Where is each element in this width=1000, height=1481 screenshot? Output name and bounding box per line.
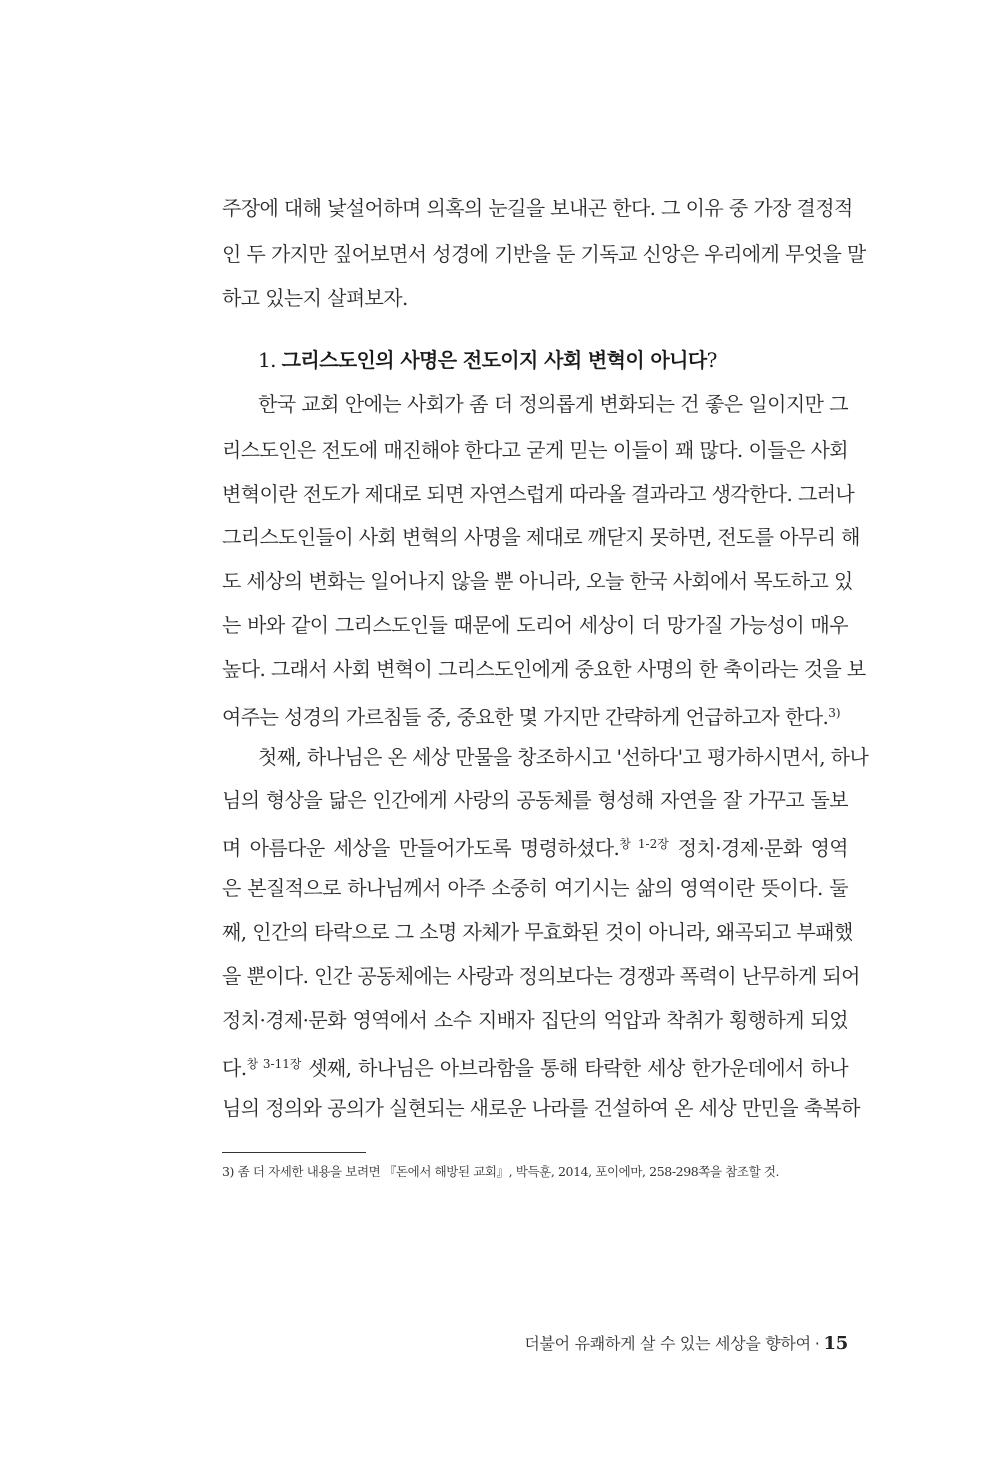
text-line: 도 세상의 변화는 일어나지 않을 뿐 아니라, 오늘 한국 사회에서 목도하고 있 — [222, 569, 853, 593]
text-line: 은 본질적으로 하나님께서 아주 소중히 여기시는 삶의 영역이란 뜻이다. 둘 — [222, 876, 848, 900]
text-line — [222, 1049, 848, 1079]
scripture-reference: 창 1-2장 — [619, 837, 669, 851]
running-footer — [524, 1333, 848, 1355]
text-line: 인 두 가지만 짚어보면서 성경에 기반을 둔 기독교 신앙은 우리에게 무엇을 말 — [222, 242, 866, 266]
text-line-content: 다. — [222, 1056, 247, 1080]
text-line: 을 뿐이다. 인간 공동체에는 사랑과 정의보다는 경쟁과 폭력이 난무하게 되어 — [222, 964, 860, 988]
footnote-reference: 3) — [828, 706, 841, 720]
text-line: 째, 인간의 타락으로 그 소명 자체가 무효화된 것이 아니라, 왜곡되고 부패했 — [222, 920, 853, 944]
text-line: 정치·경제·문화 영역에서 소수 지배자 집단의 억압과 착취가 횡행하게 되었 — [222, 1008, 848, 1032]
text-line: 리스도인은 전도에 매진해야 한다고 굳게 믿는 이들이 꽤 많다. 이들은 사회 — [222, 438, 848, 462]
text-line: 주장에 대해 낯설어하며 의혹의 눈길을 보내곤 한다. 그 이유 중 가장 결정적 — [222, 196, 853, 220]
scripture-reference: 창 3-11장 — [246, 1057, 302, 1071]
text-line: 그리스도인들이 사회 변혁의 사명을 제대로 깨닫지 못하면, 전도를 아무리 해 — [222, 525, 860, 549]
text-line-content: 여주는 성경의 가르침들 중, 중요한 몇 가지만 간략하게 언급하고자 한다. — [222, 705, 829, 729]
section-question-mark: ? — [706, 348, 717, 372]
text-line: 높다. 그래서 사회 변혁이 그리스도인에게 중요한 사명의 한 축이라는 것을 보 — [222, 657, 866, 681]
text-line: 는 바와 같이 그리스도인들 때문에 도리어 세상이 더 망가질 가능성이 매우 — [222, 613, 848, 637]
footnote-divider — [222, 1152, 366, 1153]
section-title: 그리스도인의 사명은 전도이지 사회 변혁이 아니다 — [281, 348, 707, 372]
text-line-content: 며 아름다운 세상을 만들어가도록 명령하셨다. — [222, 836, 620, 860]
page-number: 15 — [823, 1333, 848, 1354]
footnote: 3) 좀 더 자세한 내용을 보려면 『돈에서 해방된 교회』, 박득훈, 2014, 포이에마, 258-298쪽을 참조할 것. — [222, 1164, 780, 1179]
text-line — [222, 698, 848, 728]
book-title: 더불어 유쾌하게 살 수 있는 세상을 향하여 — [524, 1334, 811, 1353]
text-line-content: 정치·경제·문화 영역 — [668, 836, 849, 860]
text-line — [222, 829, 848, 859]
text-line-content: 셋째, 하나님은 아브라함을 통해 타락한 세상 한가운데에서 하나 — [301, 1056, 848, 1080]
text-line: 님의 정의와 공의가 실현되는 새로운 나라를 건설하여 온 세상 만민을 축복하 — [222, 1096, 860, 1120]
section-number: 1. — [258, 348, 276, 372]
footer-separator: · — [814, 1334, 820, 1353]
text-line: 첫째, 하나님은 온 세상 만물을 창조하시고 '선하다'고 평가하시면서, 하나 — [258, 745, 869, 769]
text-line: 변혁이란 전도가 제대로 되면 자연스럽게 따라올 결과라고 생각한다. 그러나 — [222, 482, 855, 506]
section-heading — [258, 345, 717, 375]
text-line: 님의 형상을 닮은 인간에게 사랑의 공동체를 형성해 자연을 잘 가꾸고 돌보 — [222, 788, 848, 812]
text-line: 하고 있는지 살펴보자. — [222, 286, 408, 310]
text-line: 한국 교회 안에는 사회가 좀 더 정의롭게 변화되는 건 좋은 일이지만 그 — [258, 392, 848, 416]
